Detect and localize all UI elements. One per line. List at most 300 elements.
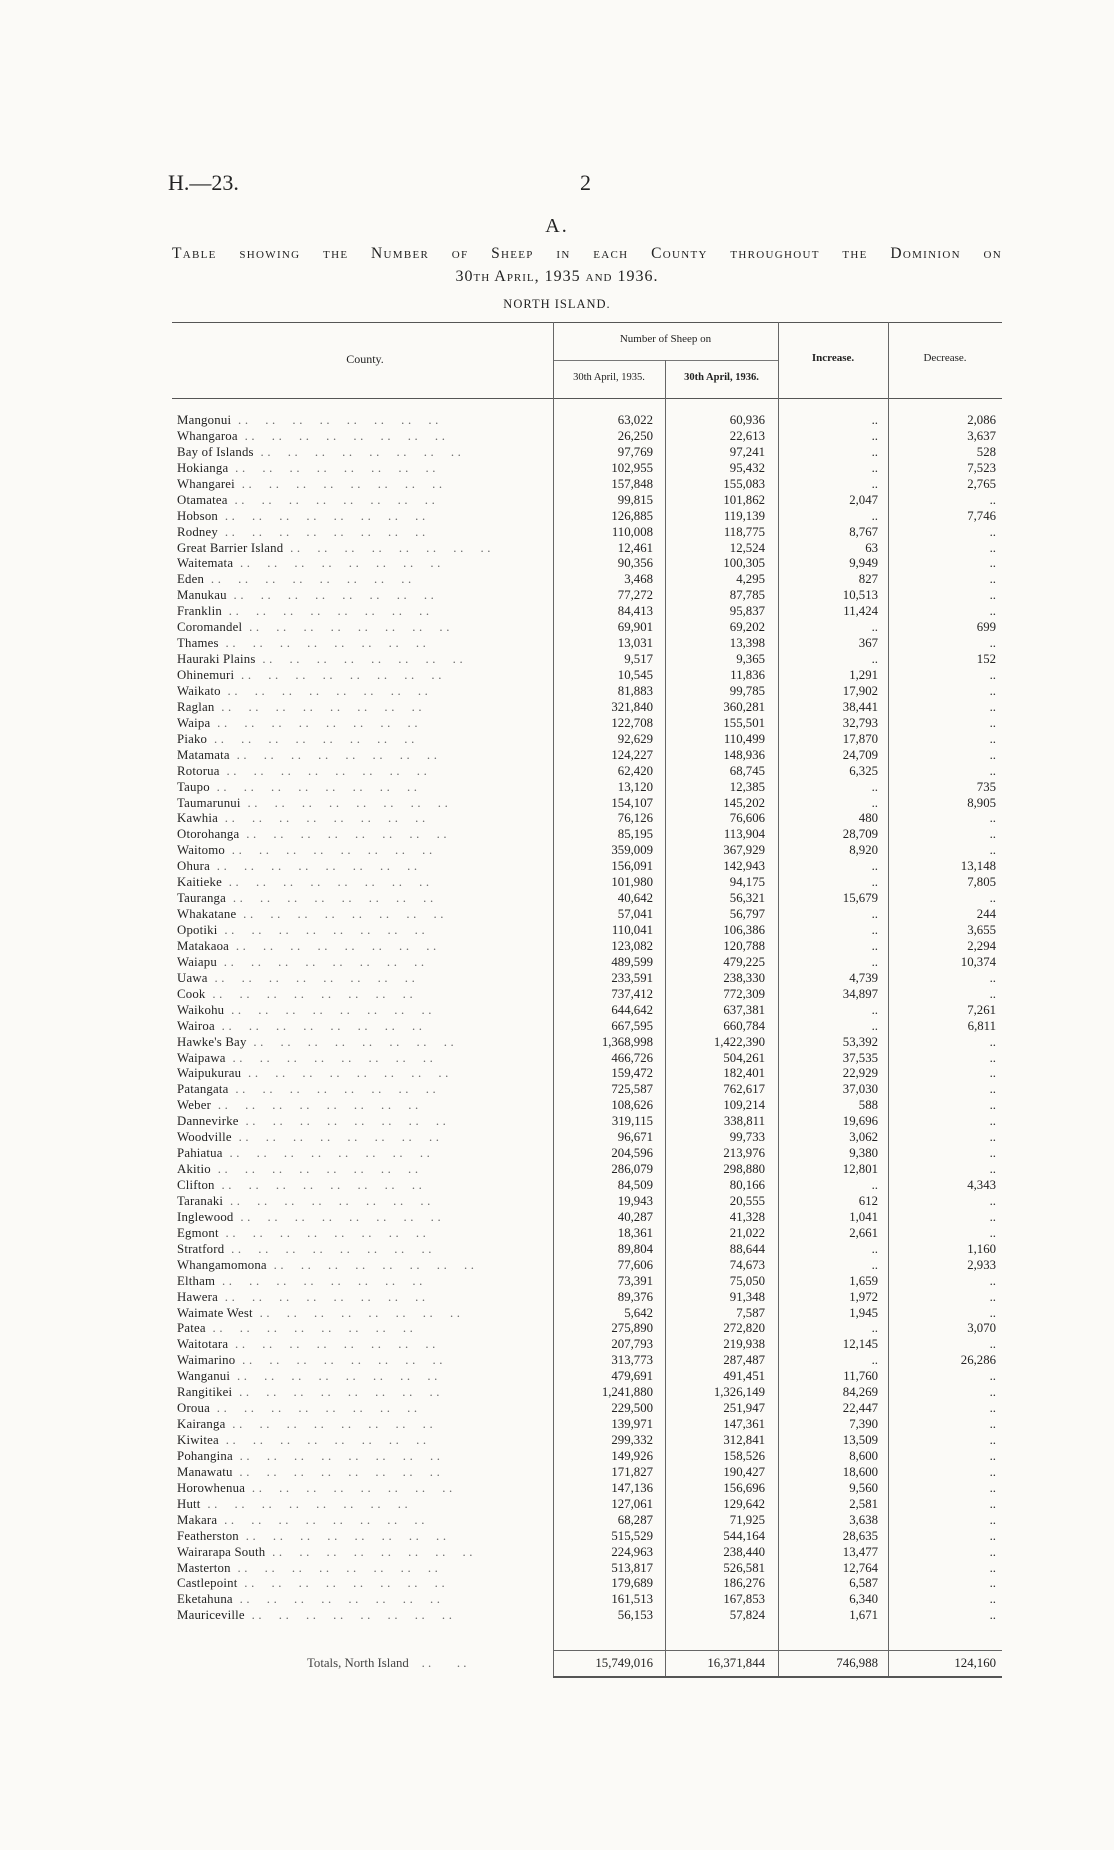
county-name: Waipa . . bbox=[177, 716, 527, 732]
increase-value: .. bbox=[871, 1018, 878, 1033]
county-name: Cook . . bbox=[177, 987, 527, 1003]
sheep-1935: 73,391 bbox=[617, 1273, 653, 1288]
column-header-1935: 30th April, 1935. bbox=[573, 372, 645, 383]
increase-value: .. bbox=[871, 938, 878, 953]
decrease-value: .. bbox=[989, 731, 996, 746]
increase-value: 8,767 bbox=[849, 524, 878, 539]
sheep-1935: 321,840 bbox=[611, 699, 653, 714]
increase-value: 8,920 bbox=[849, 843, 878, 858]
table-row bbox=[172, 684, 1002, 700]
increase-value: 9,560 bbox=[849, 1480, 878, 1495]
county-name: Masterton . . bbox=[177, 1561, 527, 1577]
table-row bbox=[172, 1433, 1002, 1449]
increase-value: 11,760 bbox=[843, 1369, 878, 1384]
table-row bbox=[172, 859, 1002, 875]
decrease-value: 26,286 bbox=[960, 1353, 996, 1368]
table-row bbox=[172, 1178, 1002, 1194]
table-row bbox=[172, 1098, 1002, 1114]
county-name: Otamatea . . bbox=[177, 493, 527, 509]
county-name: Waimate West . . bbox=[177, 1306, 527, 1322]
sheep-1936: 155,083 bbox=[723, 476, 765, 491]
decrease-value: .. bbox=[989, 1337, 996, 1352]
table-row bbox=[172, 875, 1002, 891]
county-name: Matamata . . bbox=[177, 748, 527, 764]
sheep-1936: 251,947 bbox=[723, 1401, 765, 1416]
decrease-value: .. bbox=[989, 572, 996, 587]
sheep-1935: 479,691 bbox=[611, 1369, 653, 1384]
increase-value: 9,949 bbox=[849, 556, 878, 571]
table-row bbox=[172, 1385, 1002, 1401]
column-header-1936: 30th April, 1936. bbox=[684, 372, 759, 383]
increase-value: 9,380 bbox=[849, 1146, 878, 1161]
table-row bbox=[172, 1162, 1002, 1178]
decrease-value: .. bbox=[989, 763, 996, 778]
increase-value: 28,709 bbox=[842, 827, 878, 842]
sheep-1935: 68,287 bbox=[617, 1512, 653, 1527]
sheep-1935: 40,287 bbox=[617, 1209, 653, 1224]
increase-value: 6,325 bbox=[849, 763, 878, 778]
decrease-value: .. bbox=[989, 1560, 996, 1575]
sheep-1936: 119,139 bbox=[723, 508, 765, 523]
sheep-1936: 12,385 bbox=[729, 779, 765, 794]
decrease-value: .. bbox=[989, 1480, 996, 1495]
decrease-value: .. bbox=[989, 1098, 996, 1113]
county-name: Taupo . . bbox=[177, 780, 527, 796]
sheep-1935: 466,726 bbox=[611, 1050, 653, 1065]
sheep-1935: 179,689 bbox=[611, 1576, 653, 1591]
sheep-1936: 101,862 bbox=[723, 492, 765, 507]
county-name: Akitio . . bbox=[177, 1162, 527, 1178]
increase-value: 53,392 bbox=[842, 1034, 878, 1049]
sheep-1935: 489,599 bbox=[611, 954, 653, 969]
county-name: Waikohu . . bbox=[177, 1003, 527, 1019]
sheep-1935: 62,420 bbox=[617, 763, 653, 778]
sheep-1935: 81,883 bbox=[617, 683, 653, 698]
table-row bbox=[172, 588, 1002, 604]
county-name: Coromandel . . bbox=[177, 620, 527, 636]
increase-value: 38,441 bbox=[842, 699, 878, 714]
sheep-1935: 157,848 bbox=[611, 476, 653, 491]
county-name: Franklin . . bbox=[177, 604, 527, 620]
sheep-1936: 87,785 bbox=[729, 588, 765, 603]
sheep-1936: 110,499 bbox=[723, 731, 765, 746]
county-name: Otorohanga . . bbox=[177, 827, 527, 843]
county-name: Waiapu . . bbox=[177, 955, 527, 971]
sheep-1936: 71,925 bbox=[729, 1512, 765, 1527]
table-row bbox=[172, 556, 1002, 572]
decrease-value: .. bbox=[989, 1464, 996, 1479]
sheep-1936: 91,348 bbox=[729, 1289, 765, 1304]
sheep-1936: 95,837 bbox=[729, 604, 765, 619]
increase-value: 1,041 bbox=[849, 1209, 878, 1224]
decrease-value: .. bbox=[989, 1433, 996, 1447]
totals-rule-bottom bbox=[553, 1676, 1002, 1678]
decrease-value: 2,933 bbox=[967, 1257, 996, 1272]
table-row bbox=[172, 811, 1002, 827]
sheep-1935: 147,136 bbox=[611, 1480, 653, 1495]
table-row bbox=[172, 620, 1002, 636]
sheep-1935: 1,368,998 bbox=[601, 1034, 653, 1049]
county-name: Thames . . bbox=[177, 636, 527, 652]
table-row bbox=[172, 1321, 1002, 1337]
county-name: Piako . . bbox=[177, 732, 527, 748]
decrease-value: .. bbox=[989, 1512, 996, 1527]
sheep-1936: 145,202 bbox=[723, 795, 765, 810]
sheep-1935: 725,587 bbox=[611, 1082, 653, 1097]
table-row bbox=[172, 843, 1002, 859]
table-row bbox=[172, 1003, 1002, 1019]
county-name: Whangarei . . bbox=[177, 477, 527, 493]
page-number: 2 bbox=[580, 170, 591, 195]
decrease-value: .. bbox=[989, 970, 996, 985]
county-name: Taranaki . . bbox=[177, 1194, 527, 1210]
sheep-1935: 89,376 bbox=[617, 1289, 653, 1304]
county-name: Dannevirke . . bbox=[177, 1114, 527, 1130]
sheep-1935: 737,412 bbox=[611, 986, 653, 1001]
sheep-1936: 148,936 bbox=[723, 747, 765, 762]
increase-value: .. bbox=[871, 779, 878, 794]
sheep-1935: 171,827 bbox=[611, 1464, 653, 1479]
county-name: Waitomo . . bbox=[177, 843, 527, 859]
table-letter: A. bbox=[545, 215, 569, 237]
sheep-1935: 84,509 bbox=[617, 1178, 653, 1192]
county-name: Tauranga . . bbox=[177, 891, 527, 907]
sheep-1936: 9,365 bbox=[736, 652, 765, 667]
sheep-1935: 149,926 bbox=[611, 1448, 653, 1463]
table-row bbox=[172, 1497, 1002, 1513]
increase-value: .. bbox=[871, 859, 878, 874]
decrease-value: 7,523 bbox=[967, 460, 996, 475]
totals-row bbox=[172, 1654, 1002, 1672]
decrease-value: .. bbox=[989, 1209, 996, 1224]
decrease-value: .. bbox=[989, 492, 996, 507]
county-name: Kawhia . . bbox=[177, 811, 527, 827]
county-name: Eden . . bbox=[177, 572, 527, 588]
table-row bbox=[172, 604, 1002, 620]
sheep-1936: 338,811 bbox=[723, 1114, 765, 1129]
decrease-value: 1,160 bbox=[967, 1241, 996, 1256]
decrease-value: 7,746 bbox=[967, 508, 996, 523]
county-name: Great Barrier Island . . bbox=[177, 541, 527, 557]
sheep-1935: 13,120 bbox=[617, 779, 653, 794]
sheep-1935: 667,595 bbox=[611, 1018, 653, 1033]
sheep-1936: 74,673 bbox=[729, 1257, 765, 1272]
increase-value: .. bbox=[871, 954, 878, 969]
sheep-1936: 491,451 bbox=[723, 1369, 765, 1384]
increase-value: 1,291 bbox=[849, 668, 878, 682]
table-row bbox=[172, 668, 1002, 684]
decrease-value: 3,637 bbox=[967, 428, 996, 443]
sheep-1936: 7,587 bbox=[736, 1305, 765, 1320]
county-name: Featherston . . bbox=[177, 1529, 527, 1545]
sheep-1936: 238,330 bbox=[723, 970, 765, 985]
table-row bbox=[172, 987, 1002, 1003]
table-row bbox=[172, 1130, 1002, 1146]
county-name: Stratford . . bbox=[177, 1242, 527, 1258]
increase-value: .. bbox=[871, 795, 878, 810]
sheep-1936: 772,309 bbox=[723, 986, 765, 1001]
decrease-value: 6,811 bbox=[967, 1018, 996, 1033]
decrease-value: .. bbox=[989, 1496, 996, 1511]
table-row bbox=[172, 1082, 1002, 1098]
county-name: Egmont . . bbox=[177, 1226, 527, 1242]
column-header-increase: Increase. bbox=[811, 352, 855, 364]
county-name: Pohangina . . bbox=[177, 1449, 527, 1465]
sheep-1935: 110,041 bbox=[611, 923, 653, 937]
sheep-1936: 106,386 bbox=[723, 923, 765, 937]
decrease-value: 13,148 bbox=[960, 859, 996, 874]
sheep-1935: 110,008 bbox=[611, 524, 653, 539]
sheep-1935: 156,091 bbox=[611, 859, 653, 874]
sheep-1936: 762,617 bbox=[723, 1082, 765, 1097]
decrease-value: 4,343 bbox=[967, 1178, 996, 1192]
county-name: Wairoa . . bbox=[177, 1019, 527, 1035]
totals-rule-top bbox=[553, 1650, 1002, 1651]
county-name: Rotorua . . bbox=[177, 764, 527, 780]
sheep-1935: 515,529 bbox=[611, 1528, 653, 1543]
sheep-1935: 10,545 bbox=[617, 668, 653, 682]
sheep-1935: 286,079 bbox=[611, 1162, 653, 1177]
increase-value: 84,269 bbox=[842, 1385, 878, 1400]
sheep-1936: 158,526 bbox=[723, 1448, 765, 1463]
county-name: Weber . . bbox=[177, 1098, 527, 1114]
table-row bbox=[172, 1274, 1002, 1290]
increase-value: 63 bbox=[865, 540, 878, 555]
increase-value: 1,671 bbox=[849, 1608, 878, 1623]
table-row bbox=[172, 1561, 1002, 1577]
sheep-1935: 275,890 bbox=[611, 1321, 653, 1336]
decrease-value: .. bbox=[989, 811, 996, 826]
sheep-1935: 102,955 bbox=[611, 460, 653, 475]
decrease-value: .. bbox=[989, 1369, 996, 1384]
county-name: Manukau . . bbox=[177, 588, 527, 604]
increase-value: 12,801 bbox=[842, 1162, 878, 1177]
sheep-1936: 100,305 bbox=[723, 556, 765, 571]
sheep-1936: 12,524 bbox=[729, 540, 765, 555]
sheep-1936: 56,321 bbox=[729, 891, 765, 906]
increase-value: .. bbox=[871, 508, 878, 523]
sheep-1936: 76,606 bbox=[729, 811, 765, 826]
decrease-value: .. bbox=[989, 1146, 996, 1161]
increase-value: 7,390 bbox=[849, 1417, 878, 1432]
region-heading: NORTH ISLAND. bbox=[503, 297, 611, 311]
increase-value: 6,340 bbox=[849, 1592, 878, 1607]
increase-value: 827 bbox=[858, 572, 878, 587]
sheep-1935: 76,126 bbox=[617, 811, 653, 826]
sheep-1936: 41,328 bbox=[729, 1209, 765, 1224]
sheep-1936: 75,050 bbox=[729, 1273, 765, 1288]
county-name: Raglan . . bbox=[177, 700, 527, 716]
sheep-1936: 367,929 bbox=[723, 843, 765, 858]
increase-value: .. bbox=[871, 444, 878, 459]
sheep-1936: 94,175 bbox=[729, 875, 765, 890]
sheep-1935: 161,513 bbox=[611, 1592, 653, 1607]
county-name: Waimarino . . bbox=[177, 1353, 527, 1369]
table-row bbox=[172, 509, 1002, 525]
sheep-1935: 77,606 bbox=[617, 1257, 653, 1272]
decrease-value: .. bbox=[989, 1193, 996, 1208]
sheep-1936: 637,381 bbox=[723, 1002, 765, 1017]
increase-value: 19,696 bbox=[842, 1114, 878, 1129]
sheep-1935: 99,815 bbox=[617, 492, 653, 507]
sheep-1935: 126,885 bbox=[611, 508, 653, 523]
increase-value: 24,709 bbox=[842, 747, 878, 762]
sheep-1936: 118,775 bbox=[723, 524, 765, 539]
increase-value: 22,447 bbox=[842, 1401, 878, 1416]
decrease-value: .. bbox=[989, 1401, 996, 1416]
decrease-value: .. bbox=[989, 1034, 996, 1049]
increase-value: 8,600 bbox=[849, 1448, 878, 1463]
increase-value: 13,477 bbox=[842, 1544, 878, 1559]
sheep-1936: 182,401 bbox=[723, 1066, 765, 1081]
sheep-1935: 18,361 bbox=[617, 1225, 653, 1240]
sheep-1936: 11,836 bbox=[730, 668, 765, 682]
decrease-value: 3,070 bbox=[967, 1321, 996, 1336]
table-row bbox=[172, 971, 1002, 987]
sheep-1935: 123,082 bbox=[611, 938, 653, 953]
table-row bbox=[172, 429, 1002, 445]
decrease-value: .. bbox=[989, 1305, 996, 1320]
table-row bbox=[172, 1401, 1002, 1417]
page-ref: H.—23. bbox=[168, 170, 239, 195]
totals-decrease: 124,160 bbox=[954, 1656, 996, 1670]
sheep-1936: 22,613 bbox=[729, 428, 765, 443]
sheep-1935: 96,671 bbox=[617, 1130, 653, 1145]
sheep-1935: 63,022 bbox=[617, 413, 653, 427]
table-row bbox=[172, 1258, 1002, 1274]
sheep-1936: 120,788 bbox=[723, 938, 765, 953]
increase-value: .. bbox=[871, 1353, 878, 1368]
sheep-1936: 68,745 bbox=[729, 763, 765, 778]
sheep-1936: 97,241 bbox=[729, 444, 765, 459]
increase-value: 15,679 bbox=[842, 891, 878, 906]
increase-value: 1,945 bbox=[849, 1305, 878, 1320]
sheep-1936: 544,164 bbox=[723, 1528, 765, 1543]
sheep-1935: 101,980 bbox=[611, 875, 653, 890]
increase-value: 3,638 bbox=[849, 1512, 878, 1527]
sheep-1936: 21,022 bbox=[729, 1225, 765, 1240]
county-name: Inglewood . . bbox=[177, 1210, 527, 1226]
county-name: Whangaroa . . bbox=[177, 429, 527, 445]
county-name: Makara . . bbox=[177, 1513, 527, 1529]
county-name: Castlepoint . . bbox=[177, 1576, 527, 1592]
totals-1935: 15,749,016 bbox=[595, 1656, 653, 1670]
table-row bbox=[172, 445, 1002, 461]
table-row bbox=[172, 1481, 1002, 1497]
increase-value: .. bbox=[871, 907, 878, 922]
decrease-value: 7,261 bbox=[967, 1002, 996, 1017]
decrease-value: .. bbox=[989, 668, 996, 682]
sheep-1936: 186,276 bbox=[723, 1576, 765, 1591]
sheep-1935: 3,468 bbox=[624, 572, 653, 587]
sheep-1935: 108,626 bbox=[611, 1098, 653, 1113]
sheep-1935: 56,153 bbox=[617, 1608, 653, 1623]
table-row bbox=[172, 1337, 1002, 1353]
decrease-value: .. bbox=[989, 1528, 996, 1543]
table-row bbox=[172, 891, 1002, 907]
table-row bbox=[172, 1035, 1002, 1051]
increase-value: 13,509 bbox=[842, 1433, 878, 1447]
sheep-1935: 139,971 bbox=[611, 1417, 653, 1432]
table-row bbox=[172, 572, 1002, 588]
sheep-1936: 147,361 bbox=[723, 1417, 765, 1432]
sheep-1935: 513,817 bbox=[611, 1560, 653, 1575]
county-name: Eketahuna . . bbox=[177, 1592, 527, 1608]
sheep-1936: 56,797 bbox=[729, 907, 765, 922]
increase-value: 32,793 bbox=[842, 715, 878, 730]
increase-value: .. bbox=[871, 923, 878, 937]
sheep-1935: 19,943 bbox=[617, 1193, 653, 1208]
sheep-1936: 69,202 bbox=[729, 620, 765, 635]
decrease-value: .. bbox=[989, 524, 996, 539]
county-name: Waitotara . . bbox=[177, 1337, 527, 1353]
county-name: Hawera . . bbox=[177, 1290, 527, 1306]
increase-value: 612 bbox=[858, 1193, 878, 1208]
table-row bbox=[172, 1226, 1002, 1242]
sheep-1935: 97,769 bbox=[617, 444, 653, 459]
increase-value: 1,972 bbox=[849, 1289, 878, 1304]
increase-value: .. bbox=[871, 1241, 878, 1256]
increase-value: .. bbox=[871, 875, 878, 890]
table-row bbox=[172, 1210, 1002, 1226]
decrease-value: 2,086 bbox=[967, 413, 996, 427]
sheep-1936: 167,853 bbox=[723, 1592, 765, 1607]
decrease-value: .. bbox=[989, 540, 996, 555]
county-name: Hokianga . . bbox=[177, 461, 527, 477]
header-rule-top bbox=[172, 322, 1002, 323]
sheep-1936: 80,166 bbox=[729, 1178, 765, 1192]
increase-value: .. bbox=[871, 620, 878, 635]
increase-value: 588 bbox=[858, 1098, 878, 1113]
increase-value: 28,635 bbox=[842, 1528, 878, 1543]
increase-value: 367 bbox=[858, 636, 878, 651]
decrease-value: 2,294 bbox=[967, 938, 996, 953]
decrease-value: .. bbox=[989, 683, 996, 698]
sheep-1935: 77,272 bbox=[617, 588, 653, 603]
sheep-1936: 109,214 bbox=[723, 1098, 765, 1113]
sheep-1935: 313,773 bbox=[611, 1353, 653, 1368]
sheep-1935: 124,227 bbox=[611, 747, 653, 762]
increase-value: 17,902 bbox=[842, 683, 878, 698]
increase-value: 18,600 bbox=[842, 1464, 878, 1479]
increase-value: .. bbox=[871, 460, 878, 475]
county-name: Uawa . . bbox=[177, 971, 527, 987]
county-name: Mangonui . . bbox=[177, 413, 527, 429]
decrease-value: .. bbox=[989, 827, 996, 842]
county-name: Hawke's Bay . . bbox=[177, 1035, 527, 1051]
sheep-1936: 13,398 bbox=[729, 636, 765, 651]
county-name: Taumarunui . . bbox=[177, 796, 527, 812]
increase-value: 37,030 bbox=[842, 1082, 878, 1097]
header-rule-bottom bbox=[172, 398, 1002, 399]
table-row bbox=[172, 1369, 1002, 1385]
increase-value: 34,897 bbox=[842, 986, 878, 1001]
table-row bbox=[172, 796, 1002, 812]
table-row bbox=[172, 1306, 1002, 1322]
table-row bbox=[172, 1545, 1002, 1561]
sheep-1935: 85,195 bbox=[617, 827, 653, 842]
sheep-1936: 219,938 bbox=[723, 1337, 765, 1352]
county-name: Rangitikei . . bbox=[177, 1385, 527, 1401]
decrease-value: .. bbox=[989, 1114, 996, 1129]
county-name: Patangata . . bbox=[177, 1082, 527, 1098]
decrease-value: 528 bbox=[976, 444, 996, 459]
decrease-value: 244 bbox=[976, 907, 996, 922]
sheep-1936: 20,555 bbox=[729, 1193, 765, 1208]
sheep-1935: 154,107 bbox=[611, 795, 653, 810]
sheep-1936: 213,976 bbox=[723, 1146, 765, 1161]
county-name: Waikato . . bbox=[177, 684, 527, 700]
